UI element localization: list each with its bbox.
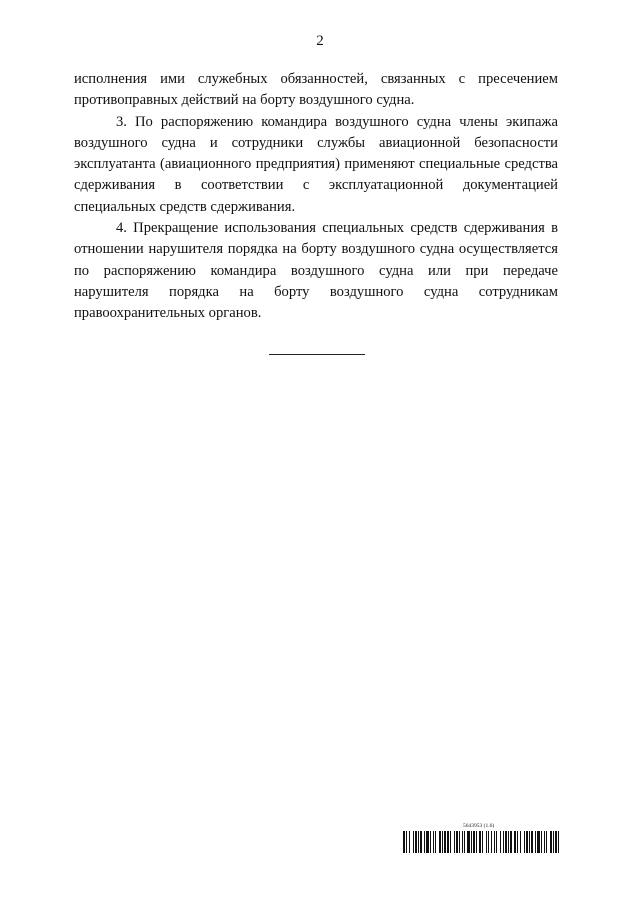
document-body	[74, 69, 558, 325]
barcode-block	[403, 823, 559, 857]
page-number: 2	[316, 33, 324, 49]
paragraph-4: 4. Прекращение использования специальных средств сдерживания в отношении нарушителя порядка на борту воздушного судна осуществляется по распоряжению командира воздушного судна или при передаче нарушителя порядка на борту воздушного судна сотрудникам правоохранительных органов.	[74, 220, 558, 322]
barcode-image	[403, 831, 559, 853]
barcode-code: 5643953 (1.6)	[463, 823, 495, 829]
end-divider	[269, 354, 365, 355]
paragraph-continuation: исполнения ими служебных обязанностей, связанных с пресечением противоправных действий на борту воздушного судна.	[74, 71, 558, 109]
paragraph-3: 3. По распоряжению командира воздушного судна члены экипажа воздушного судна и сотрудники службы авиационной безопасности эксплуатанта (авиационного предприятия) применяют специальные средства сдерживания в соответствии с эксплуатационной документацией специальных средств сдерживания.	[74, 113, 558, 215]
